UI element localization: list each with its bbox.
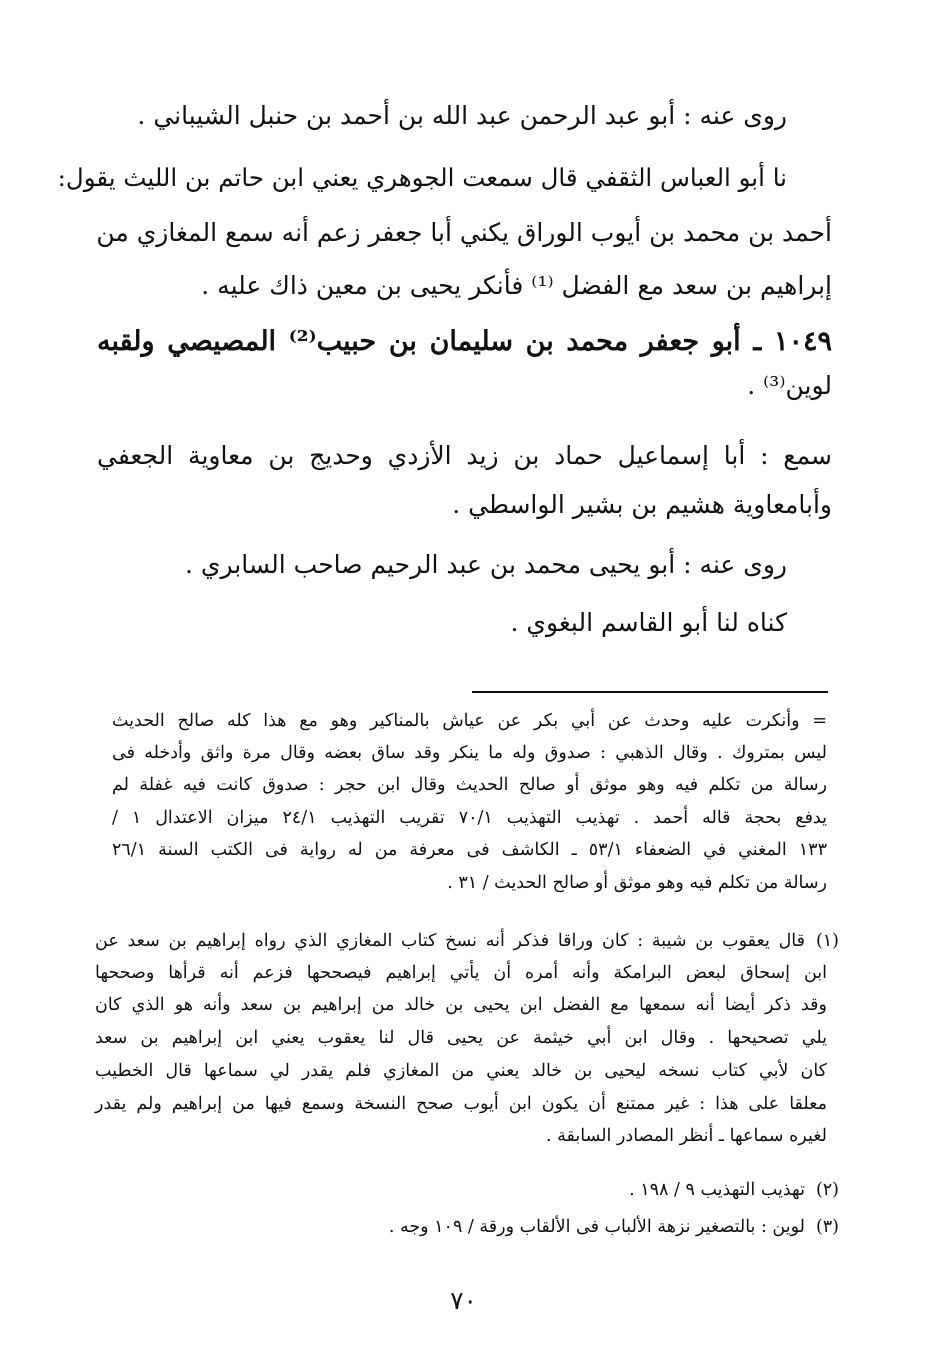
entry-heading: ١٠٤٩ ـ أبو جعفر محمد بن سليمان بن حبيب⁽²⁾ المصيصي ولقبه [97, 326, 832, 357]
footnote-1-line: قال يعقوب بن شيبة : كان وراقا فذكر أنه نسخ كتاب المغازي الذي رواه إبراهيم بن سعد عن [95, 931, 805, 951]
footnote-2-marker: (٢) [815, 1180, 839, 1200]
footnote-cont-line: ١٣٣ المغني في الضعفاء ٥٣/١ ـ الكاشف فى معرفة من له رواية فى الكتب السنة ٢٦/١ [112, 840, 827, 860]
main-line-8: وأبامعاوية هشيم بن بشير الواسطي . [452, 490, 832, 519]
footnote-cont-line: رسالة من تكلم فيه وهو موثق أو صالح الحديث / ٣١ . [447, 873, 827, 893]
page-number: ٧٠ [450, 1286, 477, 1315]
main-line-3: أحمد بن محمد بن أيوب الوراق يكني أبا جعفر زعم أنه سمع المغازي من [96, 218, 832, 247]
footnote-1-marker: (١) [815, 931, 839, 951]
footnote-1-line: معلقا على هذا : غير ممتنع أن يكون ابن أيوب صحح النسخة وسمع فيها من إبراهيم ولم يقدر [95, 1094, 827, 1114]
footnote-1-line: يلي تصحيحها . وقال ابن أبي خيثمة عن يحيى قال لنا يعقوب يعني ابن إبراهيم بن سعد [95, 1028, 827, 1048]
footnote-separator [472, 691, 828, 693]
footnote-2-text: تهذيب التهذيب ٩ / ١٩٨ . [629, 1180, 805, 1200]
footnote-1-line: وقد ذكر أيضا أنه سمعها مع الفضل ابن يحيى بن خالد من إبراهيم بن سعد وأنه هو الذي كان [95, 995, 827, 1015]
footnote-cont-line: = وأنكرت عليه وحدث عن أبي بكر عن عياش بالمناكير وهو مع هذا كله صالح الحديث [112, 711, 827, 731]
footnote-cont-line: رسالة من تكلم فيه وهو موثق أو صالح الحديث وقال ابن حجر : صدوق كانت فيه غفلة لم [112, 775, 827, 795]
main-line-9: روى عنه : أبو يحيى محمد بن عبد الرحيم صاحب السابري . [185, 550, 787, 579]
main-line-1: روى عنه : أبو عبد الرحمن عبد الله بن أحمد بن حنبل الشيباني . [137, 101, 787, 130]
footnote-cont-line: يدفع بحجة قاله أحمد . تهذيب التهذيب ٧٠/١ تقريب التهذيب ٢٤/١ ميزان الاعتدال ١ / [112, 808, 828, 828]
main-line-4: إبراهيم بن سعد مع الفضل ⁽¹⁾ فأنكر يحيى بن معين ذاك عليه . [201, 271, 832, 300]
footnote-cont-line: ليس بمتروك . وقال الذهبي : صدوق وله ما ينكر وقد ساق بعضه وقال مرة واثق وأدخله فى [112, 743, 827, 763]
footnote-1-line: كان لأبي كتاب نسخه ليحيى بن خالد يعني من المغازي فلم يقدر لي سماعها قال الخطيب [95, 1061, 827, 1081]
main-line-10: كناه لنا أبو القاسم البغوي . [510, 608, 787, 637]
footnote-3-text: لوين : بالتصغير نزهة الألباب فى الألقاب ورقة / ١٠٩ وجه . [388, 1217, 805, 1237]
main-line-2: نا أبو العباس الثقفي قال سمعت الجوهري يعني ابن حاتم بن الليث يقول: [57, 163, 787, 192]
footnote-1-line: لغيره سماعها ـ أنظر المصادر السابقة . [546, 1126, 827, 1146]
entry-heading-cont: لوين⁽³⁾ . [747, 371, 832, 400]
footnote-3-marker: (٣) [815, 1217, 839, 1237]
footnote-1-line: ابن إسحاق لبعض البرامكة وأنه أمره أن يأتي إبراهيم فيصححها فزعم أنه قرأها وصححها [95, 963, 827, 983]
main-line-7: سمع : أبا إسماعيل حماد بن زيد الأزدي وحديج بن معاوية الجعفي [97, 441, 832, 470]
